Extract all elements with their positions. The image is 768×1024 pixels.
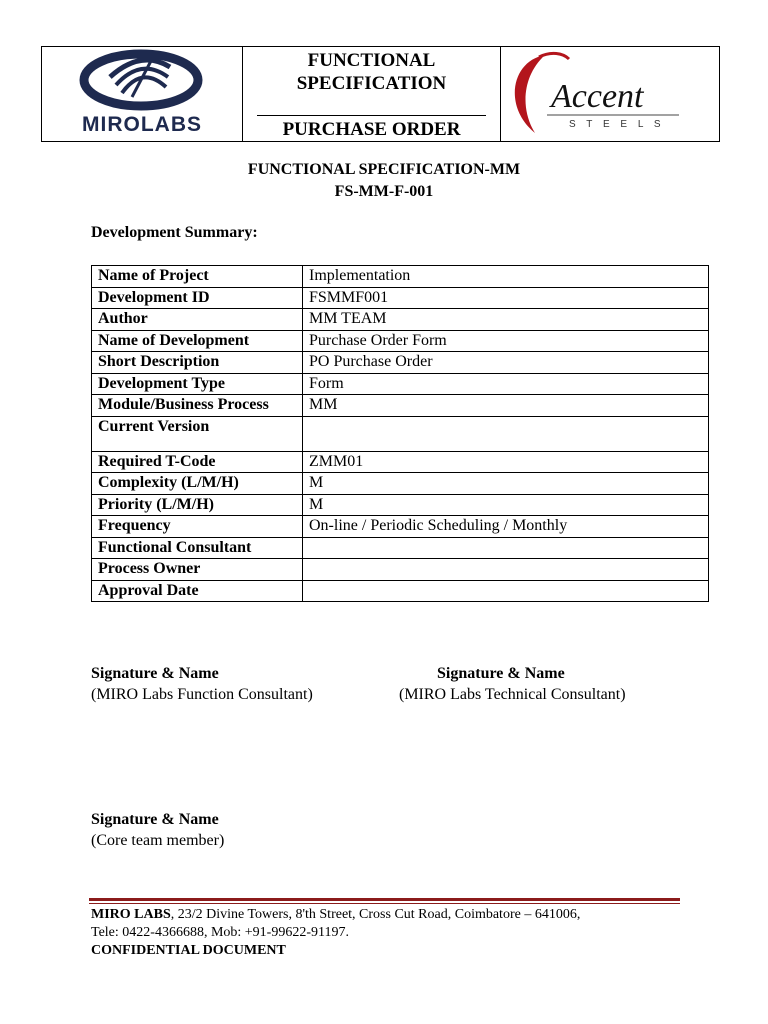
table-row	[92, 580, 709, 602]
mirolabs-emblem-icon	[42, 47, 242, 141]
table-row	[92, 451, 709, 473]
footer-rule-thin	[89, 903, 680, 904]
row-label: Complexity (L/M/H)	[92, 473, 303, 495]
table-row	[92, 352, 709, 374]
signature-title-technical-consultant: Signature & Name	[437, 665, 565, 682]
row-label: Functional Consultant	[92, 537, 303, 559]
footer-contact: Tele: 0422-4366688, Mob: +91-99622-91197.	[91, 925, 349, 940]
signature-role-function-consultant: (MIRO Labs Function Consultant)	[91, 686, 313, 703]
row-value: PO Purchase Order	[303, 352, 709, 374]
row-value: M	[303, 494, 709, 516]
header-title-line2: SPECIFICATION	[296, 73, 447, 94]
row-label: Author	[92, 309, 303, 331]
row-value: ZMM01	[303, 451, 709, 473]
table-row	[92, 330, 709, 352]
row-label: Development ID	[92, 287, 303, 309]
table-row	[92, 395, 709, 417]
row-label: Name of Project	[92, 266, 303, 288]
row-value: Implementation	[303, 266, 709, 288]
header-divider	[257, 115, 486, 116]
table-row	[92, 373, 709, 395]
row-label: Development Type	[92, 373, 303, 395]
row-label: Frequency	[92, 516, 303, 538]
table-row	[92, 473, 709, 495]
table-row	[92, 287, 709, 309]
row-label: Name of Development	[92, 330, 303, 352]
development-summary-table	[91, 265, 709, 602]
row-value	[303, 580, 709, 602]
table-row	[92, 309, 709, 331]
row-value: FSMMF001	[303, 287, 709, 309]
footer-address	[91, 907, 580, 923]
accent-swoosh-icon	[501, 47, 719, 141]
row-label: Process Owner	[92, 559, 303, 581]
footer-address-text: , 23/2 Divine Towers, 8'th Street, Cross Cut Road, Coimbatore – 641006,	[170, 907, 581, 922]
steels-logo-text: S T E E L S	[569, 119, 665, 130]
footer-rule	[89, 898, 680, 901]
row-label: Required T-Code	[92, 451, 303, 473]
document-code: FS-MM-F-001	[334, 183, 434, 200]
row-label: Module/Business Process	[92, 395, 303, 417]
row-value: Form	[303, 373, 709, 395]
row-value	[303, 416, 709, 451]
footer-company: MIRO LABS	[91, 907, 171, 922]
table-row	[92, 516, 709, 538]
mirolabs-logo-text: MIROLABS	[82, 113, 202, 136]
row-label: Short Description	[92, 352, 303, 374]
row-label: Priority (L/M/H)	[92, 494, 303, 516]
table-row	[92, 559, 709, 581]
header-title-block	[243, 47, 501, 141]
row-value: M	[303, 473, 709, 495]
accent-logo-text: Accent	[551, 78, 644, 115]
header-title-line1: FUNCTIONAL	[307, 50, 436, 71]
row-value: MM TEAM	[303, 309, 709, 331]
header-subtitle: PURCHASE ORDER	[282, 119, 461, 140]
footer-confidential: CONFIDENTIAL DOCUMENT	[91, 943, 286, 958]
development-summary-heading: Development Summary:	[91, 224, 258, 241]
table-row	[92, 537, 709, 559]
accent-steels-logo	[501, 47, 719, 141]
row-value: On-line / Periodic Scheduling / Monthly	[303, 516, 709, 538]
table-row	[92, 416, 709, 451]
row-value: Purchase Order Form	[303, 330, 709, 352]
signature-role-technical-consultant: (MIRO Labs Technical Consultant)	[399, 686, 626, 703]
document-title: FUNCTIONAL SPECIFICATION-MM	[247, 161, 521, 178]
row-value	[303, 537, 709, 559]
table-row	[92, 494, 709, 516]
row-label: Approval Date	[92, 580, 303, 602]
mirolabs-logo	[42, 47, 243, 141]
row-value	[303, 559, 709, 581]
table-row	[92, 266, 709, 288]
row-label: Current Version	[92, 416, 303, 451]
document-header	[41, 46, 720, 142]
signature-title-function-consultant: Signature & Name	[91, 665, 219, 682]
signature-title-core-team: Signature & Name	[91, 811, 219, 828]
signature-role-core-team: (Core team member)	[91, 832, 225, 849]
row-value: MM	[303, 395, 709, 417]
